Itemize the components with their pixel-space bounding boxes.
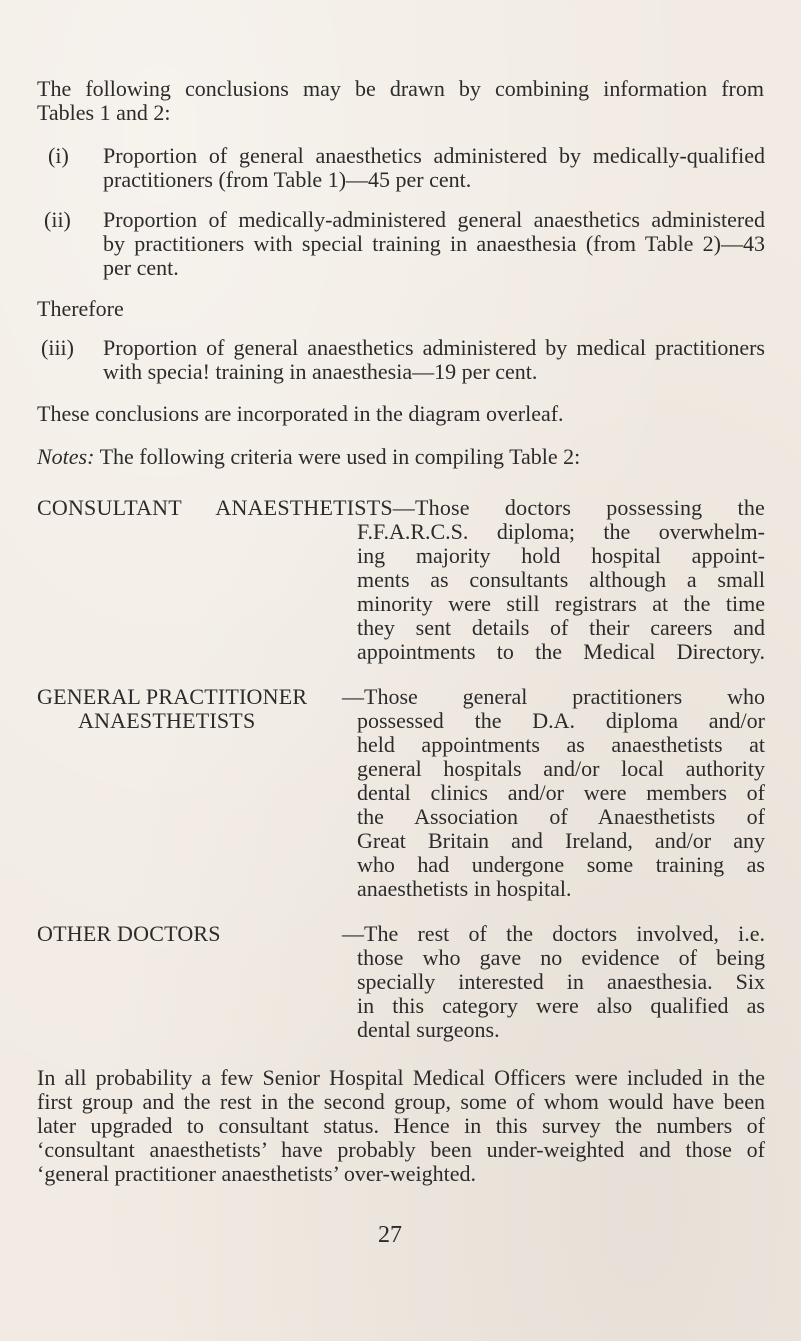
therefore-label: Therefore [37,296,124,321]
gp-line-2: possessed the D.A. diploma and/or [357,708,765,733]
other-heading: OTHER DOCTORS [37,921,221,946]
consultant-heading: CONSULTANT ANAESTHETISTS—Those doctors possessing the [37,495,765,520]
notes-text: The following criteria were used in compiling Table 2: [99,444,581,469]
gp-line-1: —Those general practitioners who [342,684,765,709]
page-number: 27 [378,1222,402,1248]
gp-heading-line-1: GENERAL PRACTITIONER [37,684,308,709]
conclusion-iii-line-1: Proportion of general anaesthetics administered by medical practitioners [103,335,765,360]
conclusion-i-line-1: Proportion of general anaesthetics administered by medically-qualified [103,143,765,168]
consultant-line-6: appointments to the Medical Directory. [357,639,765,664]
gp-heading-line-2: ANAESTHETISTS [78,708,256,733]
conclusion-ii-line-3: per cent. [103,255,179,280]
other-line-4: in this category were also qualified as [357,993,765,1018]
closing-line-1: In all probability a few Senior Hospital Medical Officers were included in the [37,1065,765,1090]
consultant-line-1: F.F.A.R.C.S. diploma; the overwhelm- [357,519,765,544]
other-line-5: dental surgeons. [357,1017,500,1042]
conclusion-ii-line-2: by practitioners with special training in anaesthesia (from Table 2)—43 [103,231,765,256]
diagram-note: These conclusions are incorporated in the diagram overleaf. [37,401,564,426]
consultant-line-3: ments as consultants although a small [357,567,765,592]
closing-line-2: first group and the rest in the second group, some of whom would have been [37,1089,765,1114]
conclusion-ii-line-1: Proportion of medically-administered general anaesthetics administered [103,207,765,232]
conclusion-iii-line-2: with specia! training in anaesthesia—19 per cent. [103,359,538,384]
conclusion-numeral-iii: (iii) [41,335,74,360]
gp-line-8: who had undergone some training as [357,852,765,877]
gp-line-4: general hospitals and/or local authority [357,756,765,781]
other-line-3: specially interested in anaesthesia. Six [357,969,765,994]
gp-line-7: Great Britain and Ireland, and/or any [357,828,765,853]
notes-label: Notes: [37,444,95,469]
notes-line [37,445,580,469]
gp-line-9: anaesthetists in hospital. [357,876,572,901]
gp-line-3: held appointments as anaesthetists at [357,732,765,757]
closing-line-4: ‘consultant anaesthetists’ have probably been under-weighted and those of [37,1137,765,1162]
intro-line-1: The following conclusions may be drawn by combining information from [37,76,764,101]
conclusion-numeral-ii: (ii) [44,207,71,232]
gp-line-5: dental clinics and/or were members of [357,780,765,805]
other-line-1: —The rest of the doctors involved, i.e. [342,921,765,946]
conclusion-numeral-i: (i) [48,143,69,168]
consultant-line-2: ing majority hold hospital appoint- [357,543,765,568]
conclusion-i-line-2: practitioners (from Table 1)—45 per cent. [103,167,472,192]
intro-line-2: Tables 1 and 2: [37,100,171,125]
closing-line-5: ‘general practitioner anaesthetists’ over-weighted. [37,1161,476,1186]
consultant-line-4: minority were still registrars at the time [357,591,765,616]
other-line-2: those who gave no evidence of being [357,945,765,970]
closing-line-3: later upgraded to consultant status. Hence in this survey the numbers of [37,1113,765,1138]
gp-line-6: the Association of Anaesthetists of [357,804,765,829]
consultant-line-5: they sent details of their careers and [357,615,765,640]
